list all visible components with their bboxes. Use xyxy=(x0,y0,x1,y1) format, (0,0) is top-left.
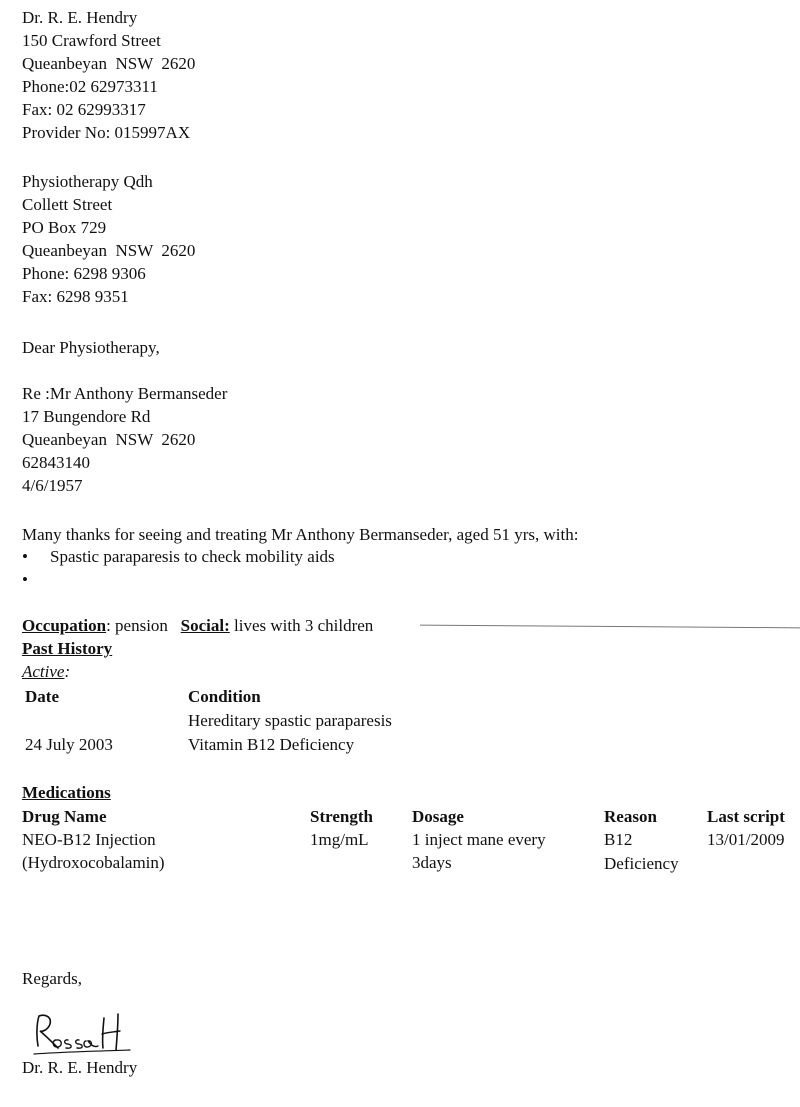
patient-street: 17 Bungendore Rd xyxy=(22,407,151,426)
sender-fax: Fax: 02 62993317 xyxy=(22,100,146,119)
sender-name: Dr. R. E. Hendry xyxy=(22,8,138,27)
med-strength: 1mg/mL xyxy=(310,830,369,849)
signature-image xyxy=(30,1010,140,1058)
patient-city: Queanbeyan NSW 2620 xyxy=(22,430,196,449)
med-dosage-cont: 3days xyxy=(412,853,452,872)
med-dosage: 1 inject mane every xyxy=(412,830,546,849)
active-subheading xyxy=(22,661,70,683)
med-header-drug: Drug Name xyxy=(22,807,107,826)
recipient-street: Collett Street xyxy=(22,195,113,214)
closing: Regards, xyxy=(22,969,82,988)
history-condition: Vitamin B12 Deficiency xyxy=(188,735,355,754)
med-reason: B12 xyxy=(604,830,633,849)
history-condition: Hereditary spastic paraparesis xyxy=(188,711,392,730)
med-last-script: 13/01/2009 xyxy=(707,830,785,849)
med-drug-name: NEO-B12 Injection xyxy=(22,830,156,849)
history-date: 24 July 2003 xyxy=(25,735,113,754)
sender-address xyxy=(22,6,195,144)
recipient-name: Physiotherapy Qdh xyxy=(22,172,153,191)
social-label: Social: xyxy=(180,616,230,635)
recipient-city: Queanbeyan NSW 2620 xyxy=(22,241,196,260)
bullet-marker: • xyxy=(22,570,28,589)
bullet-marker: • xyxy=(22,547,28,566)
patient-re: Re :Mr Anthony Bermanseder xyxy=(22,384,228,403)
occupation-value: : pension xyxy=(106,616,168,635)
past-history-condition-header: Condition xyxy=(188,687,261,706)
sender-phone: Phone:02 62973311 xyxy=(22,77,158,96)
med-drug-generic: (Hydroxocobalamin) xyxy=(22,853,165,872)
med-header-dosage: Dosage xyxy=(412,807,464,826)
patient-phone: 62843140 xyxy=(22,453,90,472)
signoff-name: Dr. R. E. Hendry xyxy=(22,1058,138,1077)
med-header-strength: Strength xyxy=(310,807,373,826)
recipient-address xyxy=(22,170,195,308)
occupation-social-line xyxy=(22,615,373,637)
occupation-label: Occupation xyxy=(22,616,107,635)
bullet-item: Spastic paraparesis to check mobility aids xyxy=(50,547,335,566)
patient-details xyxy=(22,382,227,497)
sender-provider: Provider No: 015997AX xyxy=(22,123,191,142)
salutation: Dear Physiotherapy, xyxy=(22,338,160,357)
med-header-last-script: Last script xyxy=(707,807,785,826)
recipient-fax: Fax: 6298 9351 xyxy=(22,287,129,306)
recipient-pobox: PO Box 729 xyxy=(22,218,107,237)
intro-text: Many thanks for seeing and treating Mr Anthony Bermanseder, aged 51 yrs, with: xyxy=(22,525,579,544)
past-history-heading: Past History xyxy=(22,639,113,658)
med-header-reason: Reason xyxy=(604,807,657,826)
sender-city: Queanbeyan NSW 2620 xyxy=(22,54,196,73)
sender-street: 150 Crawford Street xyxy=(22,31,161,50)
recipient-phone: Phone: 6298 9306 xyxy=(22,264,146,283)
fold-line xyxy=(420,625,800,629)
medications-heading: Medications xyxy=(22,783,111,802)
active-colon: : xyxy=(64,662,71,681)
med-reason-cont: Deficiency xyxy=(604,854,679,873)
patient-dob: 4/6/1957 xyxy=(22,476,83,495)
active-label: Active xyxy=(22,662,65,681)
past-history-date-header: Date xyxy=(25,687,59,706)
social-value: lives with 3 children xyxy=(229,616,374,635)
